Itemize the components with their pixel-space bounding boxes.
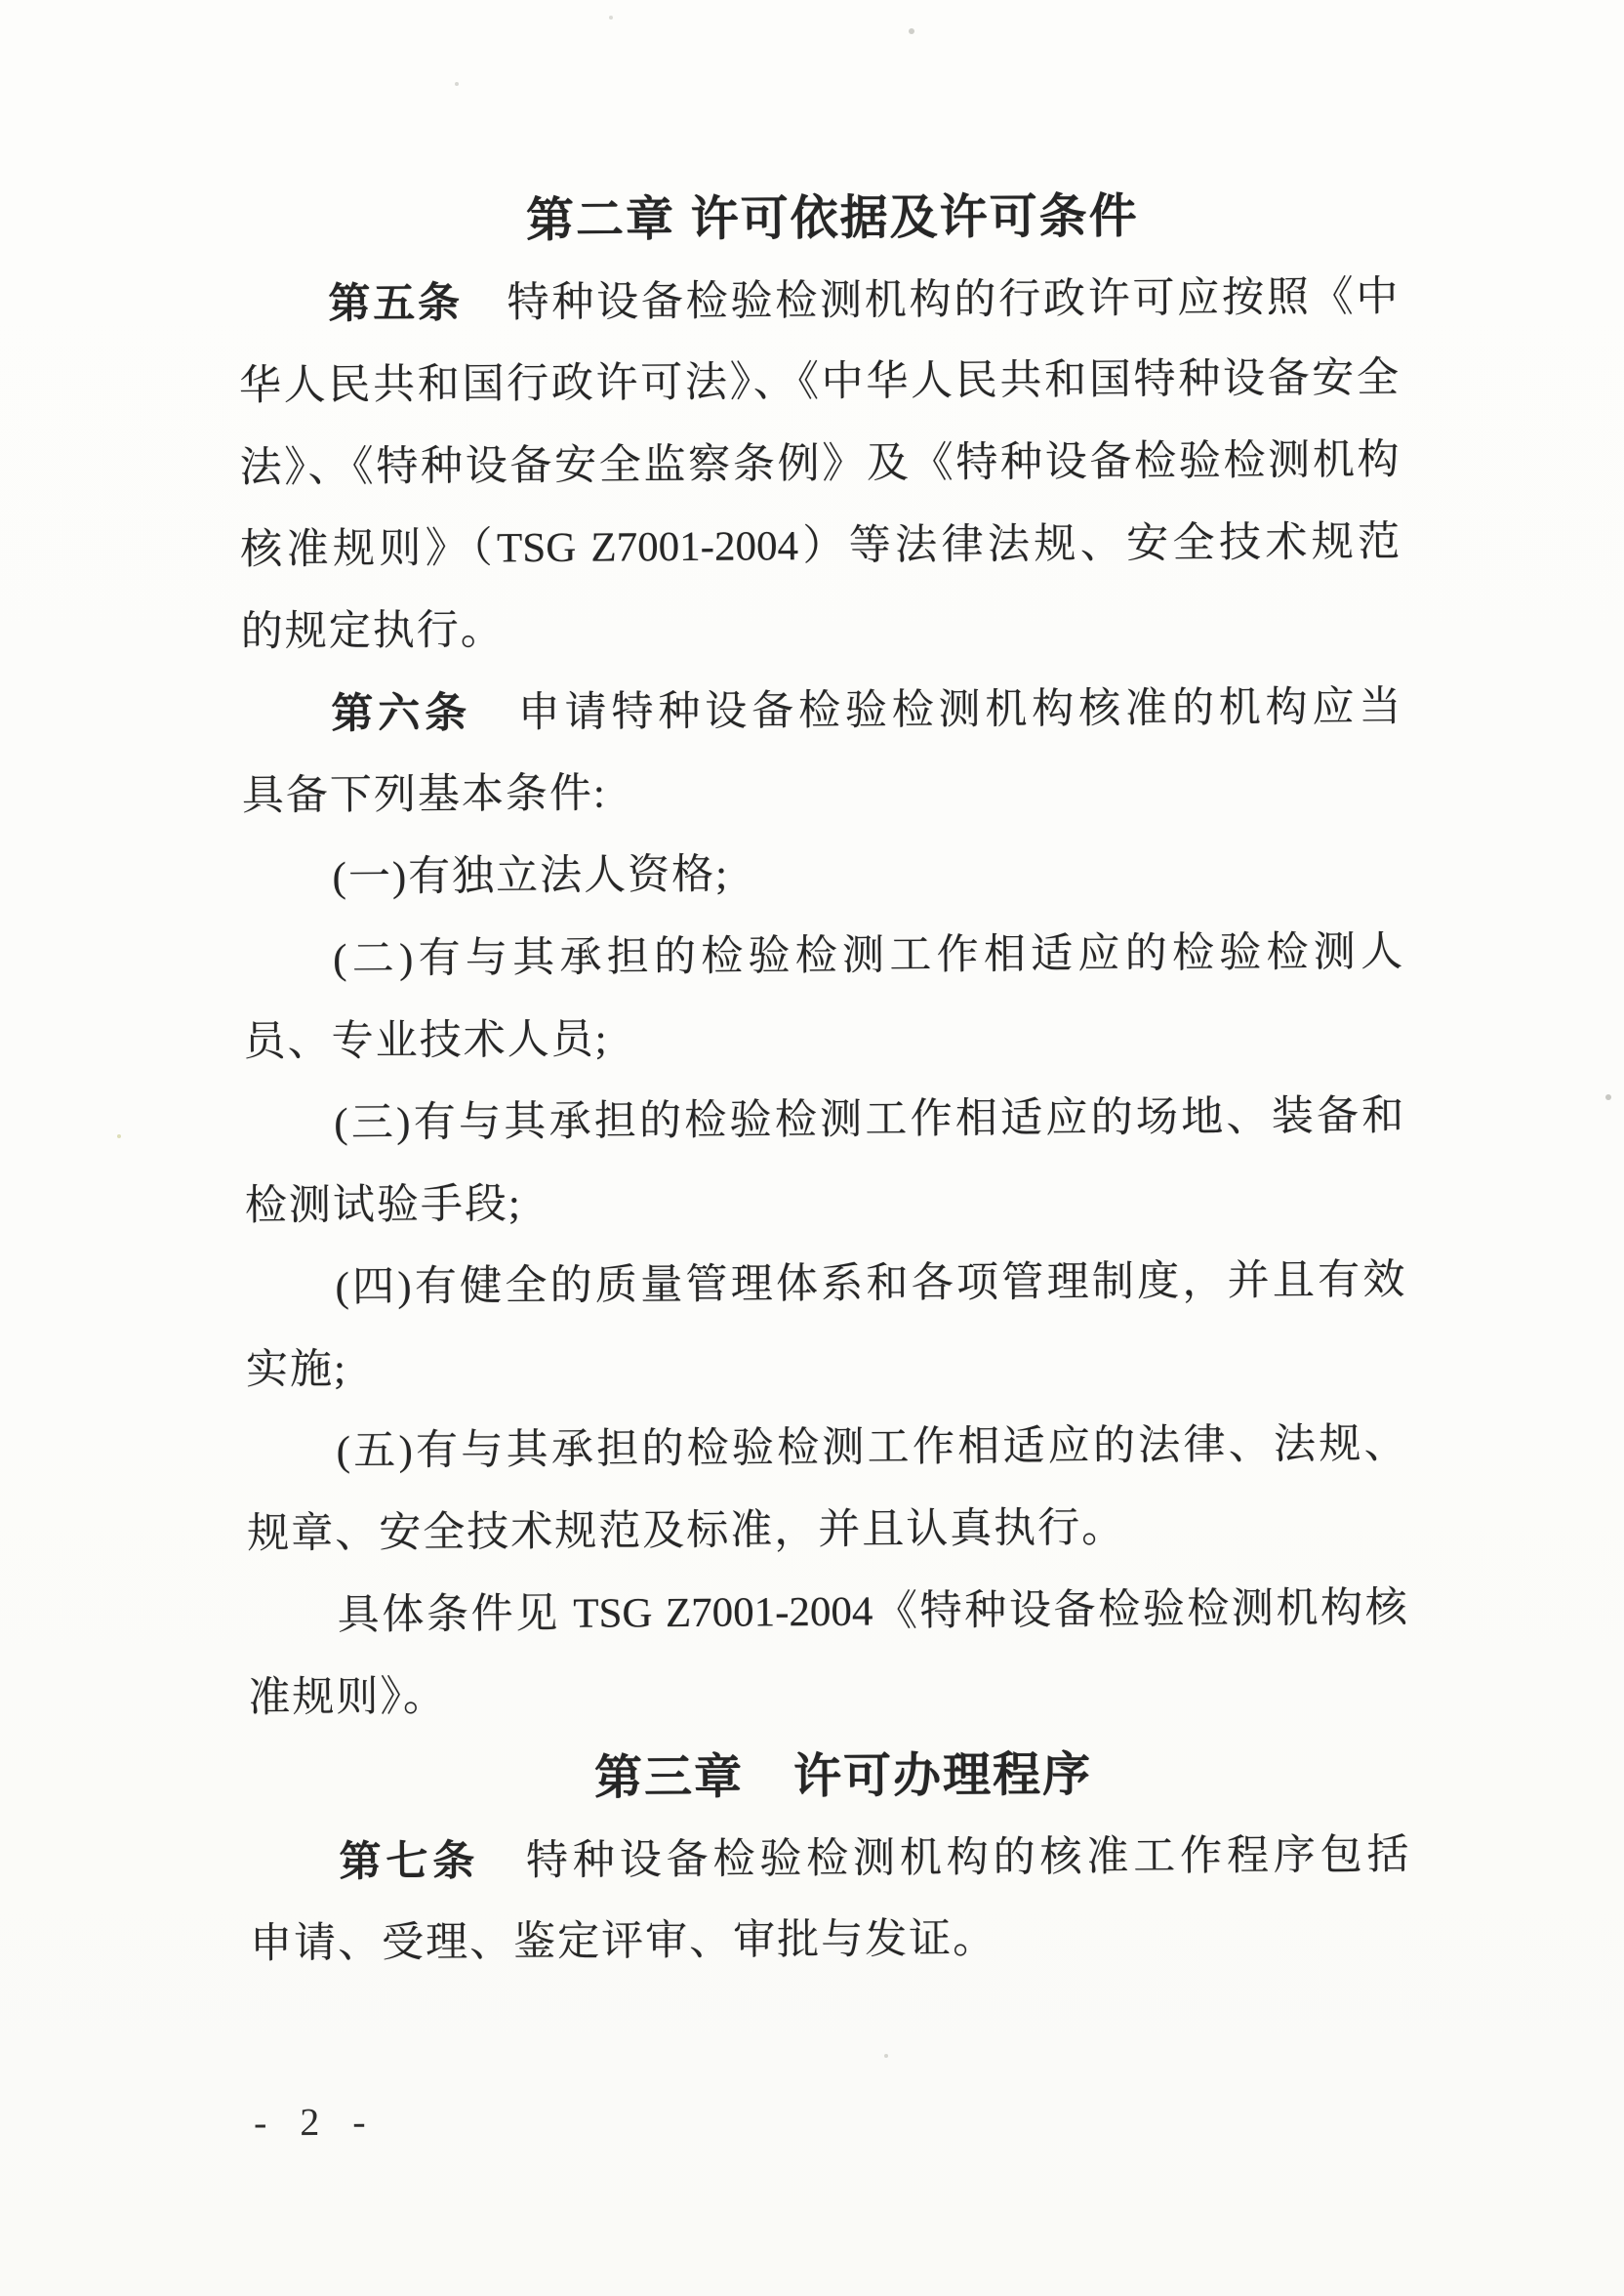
text-line	[239, 338, 1400, 428]
body-text: (一)有独立法人资格;	[332, 851, 730, 901]
bold-text: 第二章 许可依据及许可条件	[525, 189, 1139, 248]
body-text: 实施;	[245, 1346, 348, 1394]
body-text: 特种设备检验检测机构的核准工作程序包括	[479, 1831, 1409, 1885]
text-line	[242, 748, 1402, 838]
text-line	[245, 1158, 1405, 1248]
body-text: (五)有与其承担的检验检测工作相适应的法律、法规、	[336, 1420, 1406, 1475]
body-text: 员、专业技术人员;	[243, 1016, 609, 1066]
text-line	[243, 994, 1403, 1084]
body-text: 的规定执行。	[240, 607, 505, 656]
text-line	[239, 420, 1400, 510]
bold-text: 第六条	[331, 689, 472, 738]
body-text: (二)有与其承担的检验检测工作相适应的检验检测人	[332, 928, 1403, 983]
body-text: 申请、受理、鉴定评审、审批与发证。	[250, 1915, 997, 1968]
scan-specks	[0, 0, 4, 4]
page-number: - 2 -	[253, 2099, 378, 2145]
body-text: 核准规则》（TSG Z7001-2004）等法律法规、安全技术规范	[240, 518, 1401, 574]
text-line	[245, 1240, 1405, 1330]
body-text: 准规则》。	[248, 1673, 448, 1722]
body-text: 检测试验手段;	[244, 1181, 523, 1230]
text-line	[238, 256, 1399, 346]
chapter-heading	[238, 174, 1399, 264]
bold-text: 第七条	[339, 1837, 480, 1886]
body-text: 华人民共和国行政许可法》、《中华人民共和国特种设备安全	[238, 354, 1400, 410]
body-text: (三)有与其承担的检验检测工作相适应的场地、装备和	[334, 1092, 1404, 1147]
text-line	[250, 1896, 1410, 1986]
text-line	[246, 1322, 1406, 1412]
bold-text: 第五条	[328, 279, 463, 328]
text-line	[240, 584, 1401, 674]
text-line	[249, 1814, 1409, 1904]
body-text: (四)有健全的质量管理体系和各项管理制度，并且有效	[335, 1256, 1405, 1311]
body-text: 申请特种设备检验检测机构核准的机构应当	[470, 683, 1401, 737]
text-line	[241, 666, 1401, 756]
text-line	[243, 912, 1403, 1002]
chapter-heading	[249, 1732, 1409, 1822]
text-line	[248, 1568, 1408, 1658]
body-text: 规章、安全技术规范及标准，并且认真执行。	[247, 1504, 1126, 1558]
text-line	[242, 830, 1402, 920]
text-line	[244, 1076, 1404, 1166]
document-body	[238, 174, 1410, 1986]
body-text: 法》、《特种设备安全监察条例》及《特种设备检验检测机构	[239, 436, 1400, 492]
text-line	[247, 1486, 1407, 1576]
body-text: 特种设备检验检测机构的行政许可应按照《中	[462, 273, 1399, 327]
body-text: 具体条件见 TSG Z7001-2004《特种设备检验检测机构核	[337, 1584, 1407, 1639]
text-line	[246, 1404, 1406, 1494]
text-line	[248, 1650, 1408, 1740]
text-line	[240, 502, 1401, 592]
body-text: 具备下列基本条件:	[241, 770, 608, 820]
bold-text: 第三章 许可办理程序	[593, 1748, 1093, 1805]
